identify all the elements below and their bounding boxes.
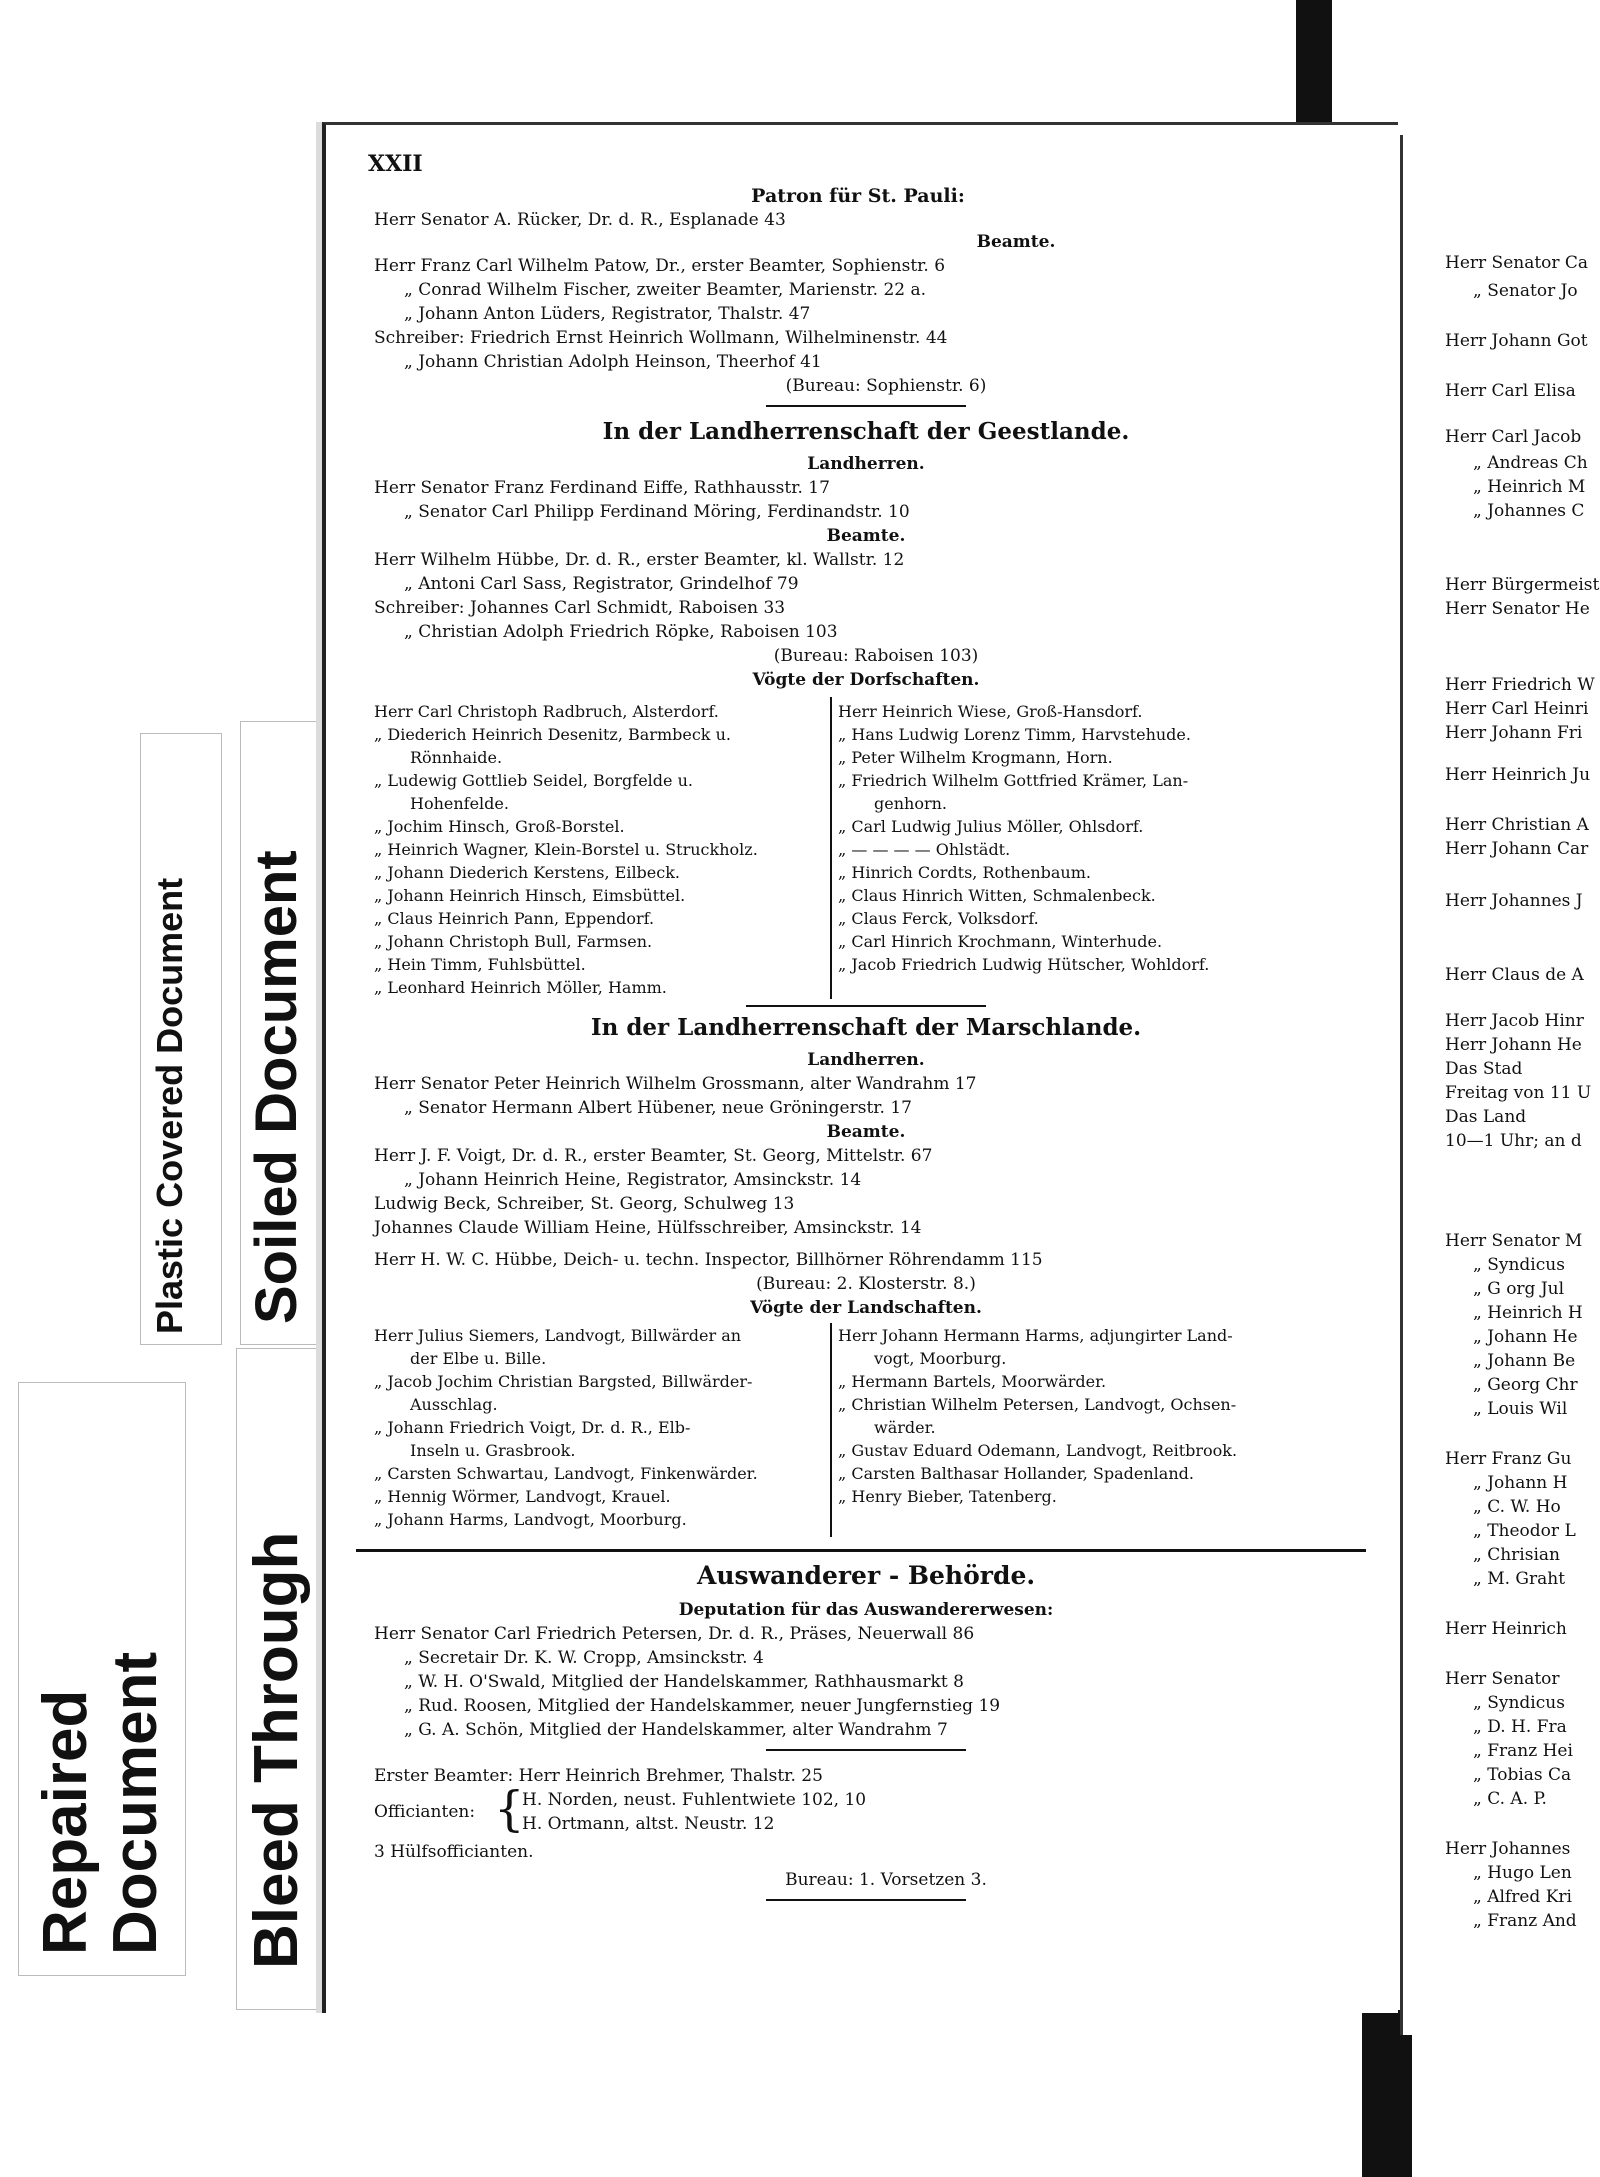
adjacent-page-line: Das Stad: [1445, 1059, 1523, 1079]
s4-line1: Herr Senator Carl Friedrich Petersen, Dr. d. R., Präses, Neuerwall 86: [374, 1624, 975, 1644]
s4-rule: [766, 1749, 966, 1751]
adjacent-page-line: „ Tobias Ca: [1473, 1765, 1572, 1785]
s2-sub1: Landherren.: [807, 454, 925, 474]
repaired-label-line1: Repaired: [31, 1689, 100, 1955]
s2-left-item: „ Johann Heinrich Hinsch, Eimsbüttel.: [374, 886, 686, 905]
adjacent-page-line: Herr Johann Car: [1445, 839, 1589, 859]
s3-title: In der Landherrenschaft der Marschlande.: [590, 1014, 1142, 1041]
adjacent-page-line: Herr Claus de A: [1445, 965, 1584, 985]
s2-right-item: „ Claus Hinrich Witten, Schmalenbeck.: [838, 886, 1156, 905]
s2-column-divider: [830, 697, 832, 999]
s3-sub2: Beamte.: [826, 1122, 906, 1142]
adjacent-page-line: Herr Franz Gu: [1445, 1449, 1572, 1469]
s3-left-item: der Elbe u. Bille.: [410, 1349, 547, 1368]
adjacent-page-line: Herr Carl Jacob: [1445, 427, 1582, 447]
s2-right-item: „ Hinrich Cordts, Rothenbaum.: [838, 863, 1091, 882]
s3-line1: Herr Senator Peter Heinrich Wilhelm Grossmann, alter Wandrahm 17: [374, 1074, 977, 1094]
adjacent-page-line: „ Hugo Len: [1473, 1863, 1572, 1883]
s4-line2: „ Secretair Dr. K. W. Cropp, Amsinckstr. 4: [404, 1648, 764, 1668]
document-page: [322, 122, 1398, 2013]
s1-line2: Herr Franz Carl Wilhelm Patow, Dr., erster Beamter, Sophienstr. 6: [374, 256, 946, 276]
adjacent-page-line: Herr Johann He: [1445, 1035, 1582, 1055]
adjacent-page-line: „ Johann H: [1473, 1473, 1568, 1493]
adjacent-page-line: „ Syndicus: [1473, 1693, 1565, 1713]
s3-right-item: wärder.: [874, 1418, 936, 1437]
adjacent-page-line: 10—1 Uhr; an d: [1445, 1131, 1582, 1151]
s2-line4: „ Antoni Carl Sass, Registrator, Grindelhof 79: [404, 574, 799, 594]
adjacent-page-line: „ Franz Hei: [1473, 1741, 1573, 1761]
s4-rule-bottom: [766, 1899, 966, 1901]
adjacent-page-line: „ Franz And: [1473, 1911, 1577, 1931]
s3-left-item: Ausschlag.: [410, 1395, 498, 1414]
adjacent-page-line: „ Johann Be: [1473, 1351, 1576, 1371]
s1-title: Patron für St. Pauli:: [751, 185, 965, 207]
s2-right-item: „ Peter Wilhelm Krogmann, Horn.: [838, 748, 1113, 767]
scan-bar-top: [1296, 0, 1332, 122]
adjacent-page-line: „ Louis Wil: [1473, 1399, 1568, 1419]
s1-line7: (Bureau: Sophienstr. 6): [785, 376, 987, 396]
s3-right-item: „ Hermann Bartels, Moorwärder.: [838, 1372, 1107, 1391]
s1-sub: Beamte.: [976, 232, 1056, 252]
s4-line5: „ G. A. Schön, Mitglied der Handelskammer, alter Wandrahm 7: [404, 1720, 948, 1740]
s2-right-item: „ Friedrich Wilhelm Gottfried Krämer, Lan-: [838, 771, 1189, 790]
s1-line5: Schreiber: Friedrich Ernst Heinrich Wollmann, Wilhelminenstr. 44: [374, 328, 948, 348]
adjacent-page-line: Herr Johannes J: [1445, 891, 1583, 911]
adjacent-page-line: „ Senator Jo: [1473, 281, 1578, 301]
repaired-document-label: [18, 1382, 186, 1976]
scan-bar-bottom: [1362, 2010, 1412, 2177]
s2-left-item: „ Johann Christoph Bull, Farmsen.: [374, 932, 653, 951]
s2-left-item: „ Johann Diederich Kerstens, Eilbeck.: [374, 863, 681, 882]
s4-line4: „ Rud. Roosen, Mitglied der Handelskammer, neuer Jungfernstieg 19: [404, 1696, 1001, 1716]
adjacent-page-line: Das Land: [1445, 1107, 1527, 1127]
s3-line6: Johannes Claude William Heine, Hülfsschreiber, Amsinckstr. 14: [374, 1218, 922, 1238]
s2-right-item: „ Carl Ludwig Julius Möller, Ohlsdorf.: [838, 817, 1144, 836]
s3-line3: Herr J. F. Voigt, Dr. d. R., erster Beamter, St. Georg, Mittelstr. 67: [374, 1146, 933, 1166]
s1-line1: Herr Senator A. Rücker, Dr. d. R., Esplanade 43: [374, 210, 786, 230]
s4-sub: Deputation für das Auswandererwesen:: [678, 1600, 1054, 1620]
s3-left-item: „ Johann Harms, Landvogt, Moorburg.: [374, 1510, 687, 1529]
adjacent-page-line: Herr Friedrich W: [1445, 675, 1595, 695]
s1-line3: „ Conrad Wilhelm Fischer, zweiter Beamter, Marienstr. 22 a.: [404, 280, 927, 300]
s3-left-item: „ Carsten Schwartau, Landvogt, Finkenwärder.: [374, 1464, 758, 1483]
s3-right-item: „ Carsten Balthasar Hollander, Spadenland.: [838, 1464, 1194, 1483]
s3-line8: (Bureau: 2. Klosterstr. 8.): [756, 1274, 976, 1294]
s3-sub3: Vögte der Landschaften.: [750, 1298, 982, 1318]
s2-left-item: „ Hein Timm, Fuhlsbüttel.: [374, 955, 586, 974]
s4-line7a: H. Norden, neust. Fuhlentwiete 102, 10: [522, 1790, 867, 1810]
s3-line4: „ Johann Heinrich Heine, Registrator, Amsinckstr. 14: [404, 1170, 862, 1190]
adjacent-page-line: „ Johann He: [1473, 1327, 1578, 1347]
s2-sub3: Vögte der Dorfschaften.: [752, 670, 980, 690]
adjacent-page-line: „ Chrisian: [1473, 1545, 1560, 1565]
s2-left-item: „ Jochim Hinsch, Groß-Borstel.: [374, 817, 625, 836]
s4-line8: 3 Hülfsofficianten.: [374, 1842, 534, 1862]
adjacent-page-line: Herr Senator He: [1445, 599, 1590, 619]
adjacent-page-line: Freitag von 11 U: [1445, 1083, 1592, 1103]
adjacent-page-line: „ Heinrich M: [1473, 477, 1586, 497]
s4-line9: Bureau: 1. Vorsetzen 3.: [785, 1870, 987, 1890]
s2-line1: Herr Senator Franz Ferdinand Eiffe, Rathhausstr. 17: [374, 478, 830, 498]
s3-left-item: „ Jacob Jochim Christian Bargsted, Billwärder-: [374, 1372, 753, 1391]
s2-left-item: Rönnhaide.: [410, 748, 503, 767]
s2-right-item: Herr Heinrich Wiese, Groß-Hansdorf.: [838, 702, 1143, 721]
adjacent-page: [1400, 135, 1600, 2035]
adjacent-page-line: „ Johannes C: [1473, 501, 1585, 521]
s2-left-item: „ Ludewig Gottlieb Seidel, Borgfelde u.: [374, 771, 693, 790]
s2-sub2: Beamte.: [826, 526, 906, 546]
s3-rule: [356, 1549, 1366, 1552]
s4-brace: {: [494, 1781, 525, 1837]
adjacent-page-line: „ Georg Chr: [1473, 1375, 1578, 1395]
s3-right-item: „ Gustav Eduard Odemann, Landvogt, Reitbrook.: [838, 1441, 1238, 1460]
s2-left-item: „ Claus Heinrich Pann, Eppendorf.: [374, 909, 655, 928]
s2-right-item: „ Carl Hinrich Krochmann, Winterhude.: [838, 932, 1163, 951]
adjacent-page-line: „ Alfred Kri: [1473, 1887, 1572, 1907]
s3-right-item: Herr Johann Hermann Harms, adjungirter Land-: [838, 1326, 1233, 1345]
soiled-document-label: Soiled Document: [240, 721, 336, 1345]
s2-right-item: „ — — — — Ohlstädt.: [838, 840, 1011, 859]
s2-right-item: „ Hans Ludwig Lorenz Timm, Harvstehude.: [838, 725, 1191, 744]
s2-line3: Herr Wilhelm Hübbe, Dr. d. R., erster Beamter, kl. Wallstr. 12: [374, 550, 905, 570]
adjacent-page-line: Herr Senator M: [1445, 1231, 1583, 1251]
s2-left-item: Hohenfelde.: [410, 794, 509, 813]
s2-rule: [746, 1005, 986, 1007]
adjacent-page-line: „ Theodor L: [1473, 1521, 1576, 1541]
adjacent-page-line: Herr Heinrich Ju: [1445, 765, 1591, 785]
adjacent-page-line: Herr Christian A: [1445, 815, 1589, 835]
s2-line5: Schreiber: Johannes Carl Schmidt, Raboisen 33: [374, 598, 786, 618]
s1-line4: „ Johann Anton Lüders, Registrator, Thalstr. 47: [404, 304, 811, 324]
s3-left-item: „ Hennig Wörmer, Landvogt, Krauel.: [374, 1487, 671, 1506]
adjacent-page-line: Herr Senator: [1445, 1669, 1560, 1689]
s3-right-item: vogt, Moorburg.: [874, 1349, 1007, 1368]
s2-line6: „ Christian Adolph Friedrich Röpke, Raboisen 103: [404, 622, 838, 642]
s4-line7b: H. Ortmann, altst. Neustr. 12: [522, 1814, 775, 1834]
s4-officianten-label: Officianten:: [374, 1802, 476, 1822]
adjacent-page-line: „ G org Jul: [1473, 1279, 1565, 1299]
s3-right-item: „ Christian Wilhelm Petersen, Landvogt, Ochsen-: [838, 1395, 1237, 1414]
s1-rule: [766, 405, 966, 407]
adjacent-page-line: Herr Bürgermeist: [1445, 575, 1600, 595]
s2-title: In der Landherrenschaft der Geestlande.: [602, 418, 1130, 445]
s2-left-item: „ Diederich Heinrich Desenitz, Barmbeck u.: [374, 725, 731, 744]
s2-left-item: „ Heinrich Wagner, Klein-Borstel u. Struckholz.: [374, 840, 758, 859]
repaired-label-line2: Document: [101, 1651, 170, 1955]
adjacent-page-line: „ Andreas Ch: [1473, 453, 1588, 473]
s3-left-item: Herr Julius Siemers, Landvogt, Billwärder an: [374, 1326, 742, 1345]
s4-line3: „ W. H. O'Swald, Mitglied der Handelskammer, Rathhausmarkt 8: [404, 1672, 964, 1692]
adjacent-page-line: „ D. H. Fra: [1473, 1717, 1567, 1737]
s2-line2: „ Senator Carl Philipp Ferdinand Möring, Ferdinandstr. 10: [404, 502, 910, 522]
s4-title: Auswanderer - Behörde.: [696, 1561, 1036, 1590]
adjacent-page-line: „ Syndicus: [1473, 1255, 1565, 1275]
s2-right-item: genhorn.: [874, 794, 947, 813]
adjacent-page-line: „ Heinrich H: [1473, 1303, 1583, 1323]
s3-left-item: „ Johann Friedrich Voigt, Dr. d. R., Elb-: [374, 1418, 691, 1437]
s3-column-divider: [830, 1323, 832, 1537]
adjacent-page-line: Herr Senator Ca: [1445, 253, 1589, 273]
adjacent-page-line: Herr Heinrich: [1445, 1619, 1567, 1639]
adjacent-page-line: „ C. A. P.: [1473, 1789, 1547, 1809]
s3-left-item: Inseln u. Grasbrook.: [410, 1441, 576, 1460]
s3-line2: „ Senator Hermann Albert Hübener, neue Gröningerstr. 17: [404, 1098, 912, 1118]
s2-left-item: Herr Carl Christoph Radbruch, Alsterdorf.: [374, 702, 719, 721]
page-number: XXII: [368, 151, 423, 177]
adjacent-page-line: Herr Carl Elisa: [1445, 381, 1576, 401]
s3-right-item: „ Henry Bieber, Tatenberg.: [838, 1487, 1057, 1506]
s2-right-item: „ Claus Ferck, Volksdorf.: [838, 909, 1039, 928]
adjacent-page-line: Herr Johann Fri: [1445, 723, 1583, 743]
s2-line7: (Bureau: Raboisen 103): [773, 646, 979, 666]
s1-line6: „ Johann Christian Adolph Heinson, Theerhof 41: [404, 352, 822, 372]
s4-line6: Erster Beamter: Herr Heinrich Brehmer, Thalstr. 25: [374, 1766, 823, 1786]
adjacent-page-line: Herr Johannes: [1445, 1839, 1571, 1859]
adjacent-page-line: Herr Carl Heinri: [1445, 699, 1589, 719]
bleed-through-label: Bleed Through: [236, 1348, 338, 2010]
s3-sub1: Landherren.: [807, 1050, 925, 1070]
adjacent-page-line: „ C. W. Ho: [1473, 1497, 1561, 1517]
adjacent-page-line: Herr Johann Got: [1445, 331, 1588, 351]
s3-line5: Ludwig Beck, Schreiber, St. Georg, Schulweg 13: [374, 1194, 795, 1214]
adjacent-page-line: Herr Jacob Hinr: [1445, 1011, 1584, 1031]
plastic-covered-label: Plastic Covered Document: [140, 733, 222, 1345]
s2-right-item: „ Jacob Friedrich Ludwig Hütscher, Wohldorf.: [838, 955, 1210, 974]
s3-line7: Herr H. W. C. Hübbe, Deich- u. techn. Inspector, Billhörner Röhrendamm 115: [374, 1250, 1043, 1270]
adjacent-page-line: „ M. Graht: [1473, 1569, 1566, 1589]
s2-left-item: „ Leonhard Heinrich Möller, Hamm.: [374, 978, 667, 997]
